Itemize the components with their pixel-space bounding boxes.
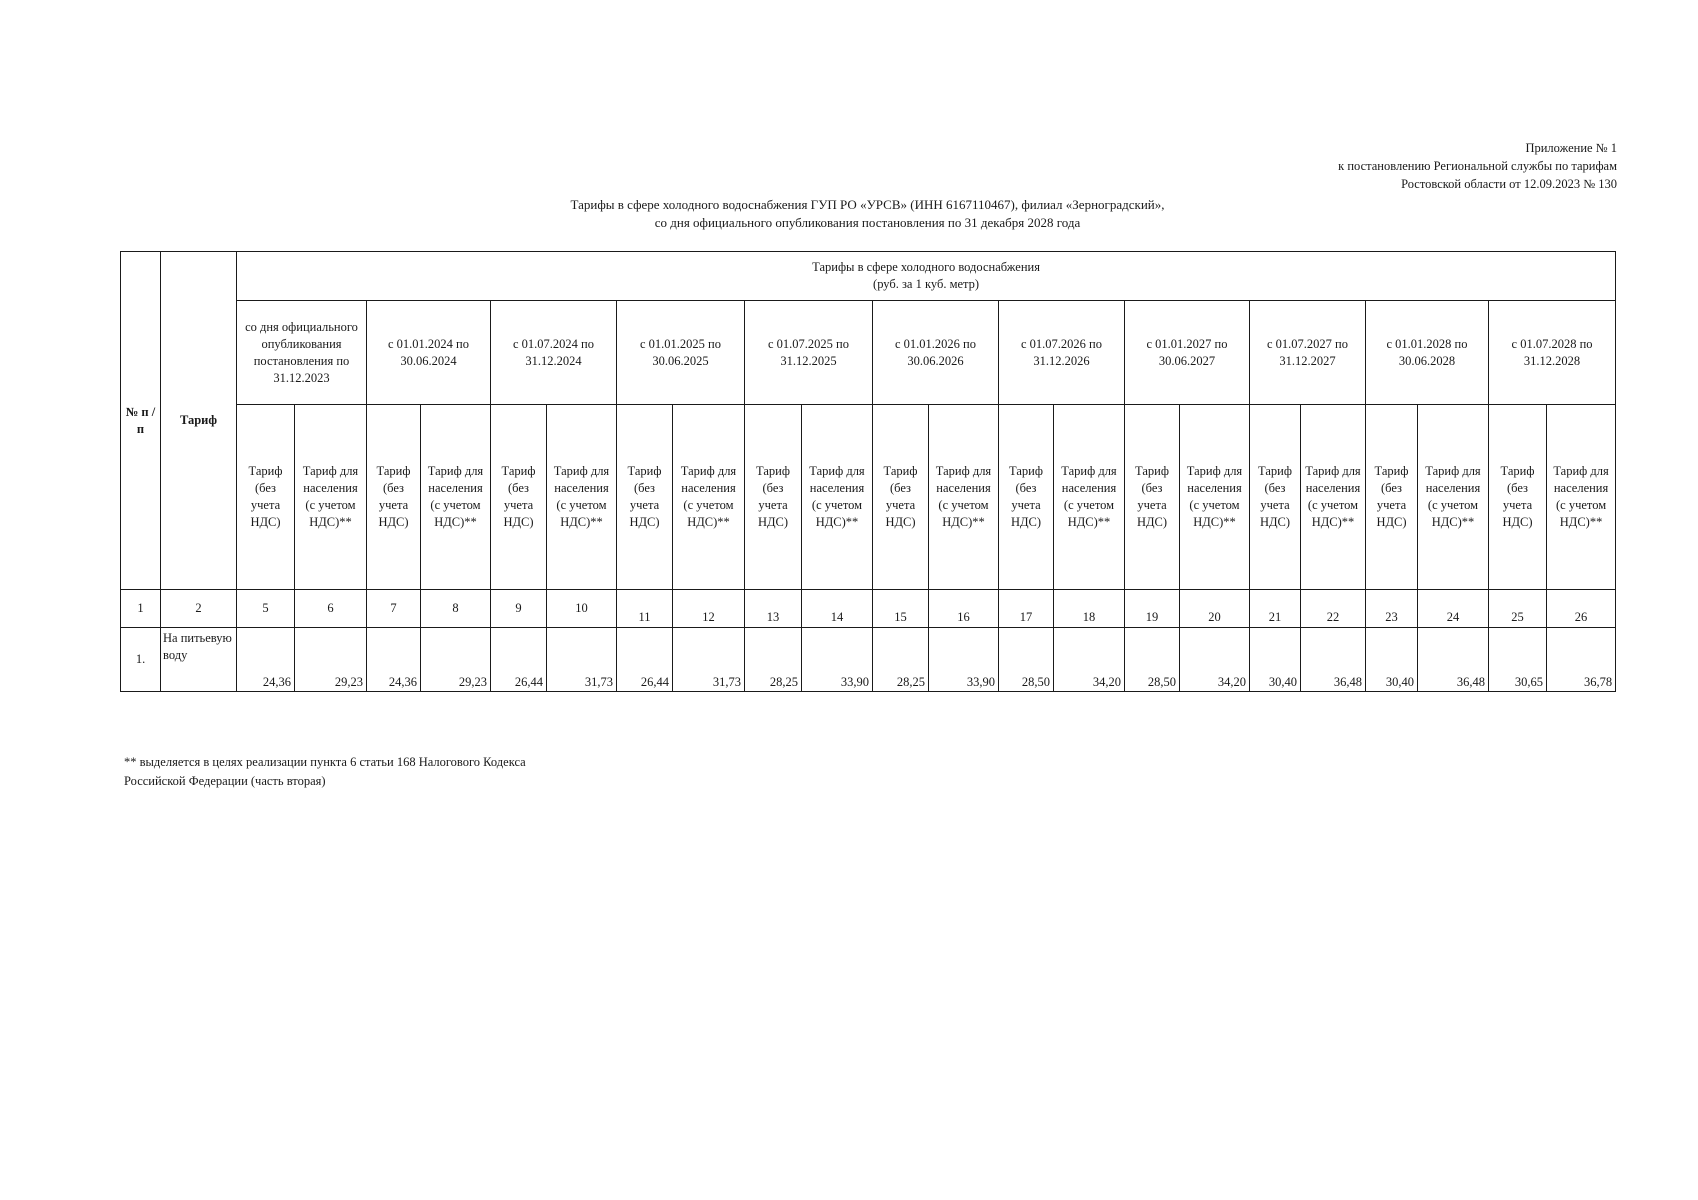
- tariff-value: 30,40: [1250, 628, 1301, 692]
- column-number: 7: [367, 590, 421, 628]
- column-number: 16: [929, 590, 999, 628]
- subheader-tariff-population: Тариф для населения (с учетом НДС)**: [1547, 405, 1616, 590]
- tariff-value: 29,23: [295, 628, 367, 692]
- tariff-value: 31,73: [547, 628, 617, 692]
- footnote-line-2: Российской Федерации (часть вторая): [124, 774, 326, 788]
- row-tariff-name: На питьевую воду: [161, 628, 237, 692]
- column-number: 18: [1054, 590, 1125, 628]
- tariff-value: 26,44: [617, 628, 673, 692]
- appendix-date: Ростовской области от 12.09.2023 № 130: [1401, 177, 1617, 191]
- column-number: 9: [491, 590, 547, 628]
- tariff-value: 33,90: [802, 628, 873, 692]
- subheader-tariff-population: Тариф для населения (с учетом НДС)**: [673, 405, 745, 590]
- column-number: 23: [1366, 590, 1418, 628]
- header-group: [237, 252, 1616, 301]
- appendix-reference: к постановлению Региональной службы по тарифам: [1338, 159, 1617, 173]
- tariff-value: 34,20: [1054, 628, 1125, 692]
- period-header: с 01.01.2026 по 30.06.2026: [873, 301, 999, 405]
- subheader-tariff-population: Тариф для населения (с учетом НДС)**: [1418, 405, 1489, 590]
- header-row-group: [121, 252, 1616, 301]
- subheader-tariff-no-vat: Тариф (без учета НДС): [873, 405, 929, 590]
- subheader-tariff-no-vat: Тариф (без учета НДС): [491, 405, 547, 590]
- tariff-value: 31,73: [673, 628, 745, 692]
- group-unit: (руб. за 1 куб. метр): [873, 277, 980, 291]
- subheader-tariff-population: Тариф для населения (с учетом НДС)**: [295, 405, 367, 590]
- period-header: с 01.07.2024 по 31.12.2024: [491, 301, 617, 405]
- period-header: со дня официального опубликования постановления по 31.12.2023: [237, 301, 367, 405]
- subheader-tariff-population: Тариф для населения (с учетом НДС)**: [547, 405, 617, 590]
- tariff-value: 26,44: [491, 628, 547, 692]
- column-number: 13: [745, 590, 802, 628]
- column-number: 8: [421, 590, 491, 628]
- period-header: с 01.07.2025 по 31.12.2025: [745, 301, 873, 405]
- column-number: 19: [1125, 590, 1180, 628]
- footnote-line-1: ** выделяется в целях реализации пункта 6 статьи 168 Налогового Кодекса: [124, 755, 526, 769]
- column-number: 24: [1418, 590, 1489, 628]
- group-title: Тарифы в сфере холодного водоснабжения: [812, 260, 1040, 274]
- title-line-1: Тарифы в сфере холодного водоснабжения ГУП РО «УРСВ» (ИНН 6167110467), филиал «Зерноградский»,: [570, 197, 1165, 212]
- tariff-table: [120, 251, 1616, 692]
- column-number: 22: [1301, 590, 1366, 628]
- header-row-subcolumns: [121, 405, 1616, 590]
- tariff-value: 33,90: [929, 628, 999, 692]
- appendix-number: Приложение № 1: [1525, 141, 1617, 155]
- column-number: 25: [1489, 590, 1547, 628]
- subheader-tariff-population: Тариф для населения (с учетом НДС)**: [1301, 405, 1366, 590]
- subheader-tariff-no-vat: Тариф (без учета НДС): [745, 405, 802, 590]
- subheader-tariff-no-vat: Тариф (без учета НДС): [1250, 405, 1301, 590]
- column-number: 11: [617, 590, 673, 628]
- subheader-tariff-no-vat: Тариф (без учета НДС): [237, 405, 295, 590]
- column-number: 15: [873, 590, 929, 628]
- row-number: 1.: [121, 628, 161, 692]
- tariff-value: 28,50: [999, 628, 1054, 692]
- tariff-value: 24,36: [367, 628, 421, 692]
- period-header: с 01.01.2027 по 30.06.2027: [1125, 301, 1250, 405]
- column-number: 26: [1547, 590, 1616, 628]
- subheader-tariff-population: Тариф для населения (с учетом НДС)**: [1054, 405, 1125, 590]
- column-number: 21: [1250, 590, 1301, 628]
- column-number: 6: [295, 590, 367, 628]
- tariff-value: 28,25: [745, 628, 802, 692]
- column-number: 20: [1180, 590, 1250, 628]
- column-number: 12: [673, 590, 745, 628]
- column-number: 5: [237, 590, 295, 628]
- period-header: с 01.07.2027 по 31.12.2027: [1250, 301, 1366, 405]
- appendix-header: [1338, 139, 1617, 193]
- period-header: с 01.01.2028 по 30.06.2028: [1366, 301, 1489, 405]
- subheader-tariff-population: Тариф для населения (с учетом НДС)**: [802, 405, 873, 590]
- tariff-value: 28,25: [873, 628, 929, 692]
- column-number: 2: [161, 590, 237, 628]
- subheader-tariff-no-vat: Тариф (без учета НДС): [367, 405, 421, 590]
- period-header: с 01.07.2026 по 31.12.2026: [999, 301, 1125, 405]
- tariff-value: 36,48: [1418, 628, 1489, 692]
- subheader-tariff-population: Тариф для населения (с учетом НДС)**: [421, 405, 491, 590]
- period-header: с 01.07.2028 по 31.12.2028: [1489, 301, 1616, 405]
- title-line-2: со дня официального опубликования постановления по 31 декабря 2028 года: [654, 215, 1081, 230]
- table-row: [121, 628, 1616, 692]
- subheader-tariff-no-vat: Тариф (без учета НДС): [1366, 405, 1418, 590]
- subheader-tariff-no-vat: Тариф (без учета НДС): [1125, 405, 1180, 590]
- tariff-value: 36,78: [1547, 628, 1616, 692]
- tariff-value: 29,23: [421, 628, 491, 692]
- header-tariff: Тариф: [161, 252, 237, 590]
- column-number-row: [121, 590, 1616, 628]
- subheader-tariff-population: Тариф для населения (с учетом НДС)**: [1180, 405, 1250, 590]
- subheader-tariff-no-vat: Тариф (без учета НДС): [617, 405, 673, 590]
- header-row-periods: [121, 301, 1616, 405]
- header-no: № п /п: [121, 252, 161, 590]
- period-header: с 01.01.2024 по 30.06.2024: [367, 301, 491, 405]
- tariff-value: 34,20: [1180, 628, 1250, 692]
- column-number: 17: [999, 590, 1054, 628]
- tariff-value: 28,50: [1125, 628, 1180, 692]
- document-title: [120, 196, 1615, 232]
- tariff-value: 30,40: [1366, 628, 1418, 692]
- subheader-tariff-no-vat: Тариф (без учета НДС): [999, 405, 1054, 590]
- tariff-value: 36,48: [1301, 628, 1366, 692]
- tariff-value: 24,36: [237, 628, 295, 692]
- column-number: 1: [121, 590, 161, 628]
- period-header: с 01.01.2025 по 30.06.2025: [617, 301, 745, 405]
- subheader-tariff-no-vat: Тариф (без учета НДС): [1489, 405, 1547, 590]
- tariff-value: 30,65: [1489, 628, 1547, 692]
- column-number: 14: [802, 590, 873, 628]
- subheader-tariff-population: Тариф для населения (с учетом НДС)**: [929, 405, 999, 590]
- footnote: [124, 753, 526, 791]
- column-number: 10: [547, 590, 617, 628]
